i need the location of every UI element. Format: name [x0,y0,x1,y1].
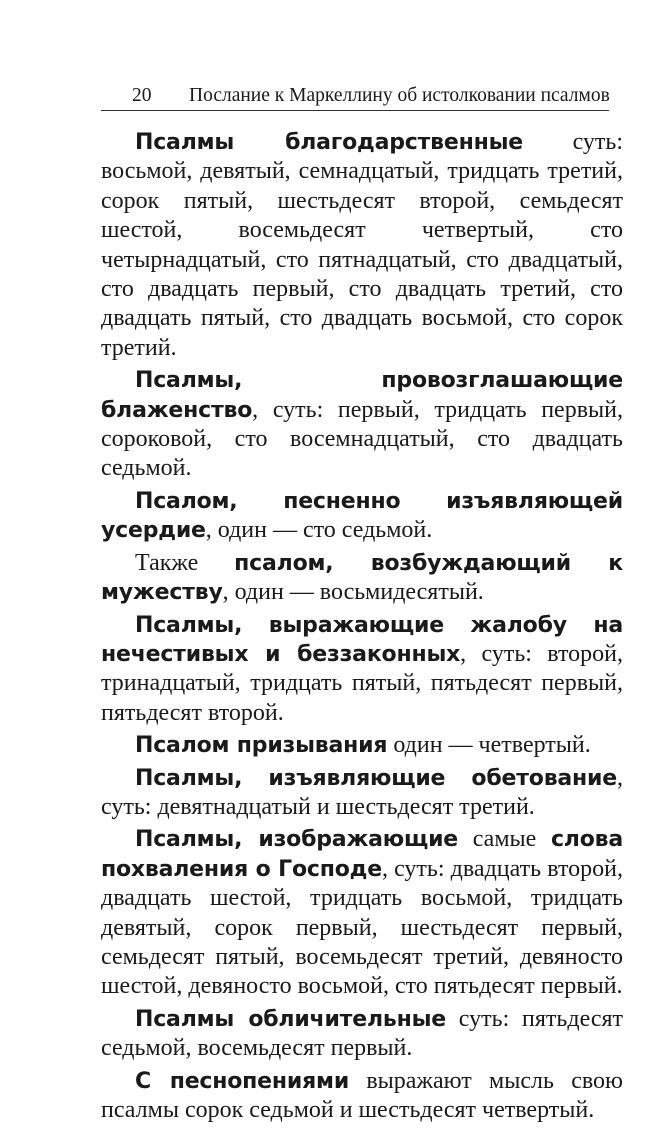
paragraph-praise-psalms [101,825,623,1001]
paragraph-text: , суть: первый, тридцать первый, сороковой, сто восемнадцатый, сто двадцать седьмой. [101,396,623,482]
paragraph-heading: Псалом призывания [135,733,388,759]
running-title: Послание к Маркеллину об истолковании псалмов [189,85,610,106]
paragraph-text: , один — сто седьмой. [205,517,433,544]
paragraph-heading: Псалмы, провозглашающие блаженство [101,368,623,423]
paragraph-heading: Псалмы, выражающие жалобу на нечестивых и беззаконных [101,612,623,667]
paragraph-heading: Псалом, песненно изъявляющей усердие [101,488,623,544]
paragraph-heading-secondary: слова похваления о Господе [101,827,624,882]
paragraph-hymn-psalms [101,1067,623,1126]
paragraph-text: , суть: двадцать второй, двадцать шестой, тридцать восьмой, тридцать девятый, сорок первый, шестьдесят первый, семьдесят пятый, восемьдесят третий, девяносто шестой, девяносто восьмой, сто пятьдесят первый. [101,855,623,1000]
paragraph-heading: псалом, возбуждающий к мужеству [101,550,623,606]
paragraph-rebuke-psalms [101,1005,623,1064]
paragraph-text: , суть: второй, тринадцатый, тридцать пятый, пятьдесят первый, пятьдесят второй. [101,640,623,726]
paragraph-text: один — четвертый. [387,732,591,759]
paragraph-invocation-psalm [101,731,623,760]
paragraph-text: суть: пятьдесят седьмой, восемьдесят первый. [101,1005,623,1062]
paragraph-text: выражают мысль свою псалмы сорок седьмой и шестьдесят четвертый. [101,1067,623,1123]
paragraph-courage-psalm [101,549,623,608]
paragraph-blessedness-psalms [101,366,623,484]
paragraph-heading: Псалмы, изъявляющие обетование [135,765,617,791]
paragraph-text: , один — восьмидесятый. [222,579,484,606]
paragraph-thanksgiving-psalms [101,128,623,363]
paragraph-heading: Псалмы обличительные [135,1006,446,1032]
paragraph-lead-in: Также [135,549,235,576]
paragraph-heading: Псалмы благодарственные [135,130,524,155]
header-rule [101,110,609,111]
paragraph-heading: Псалмы, изображающие [135,827,459,853]
paragraph-complaint-psalms [101,611,623,729]
paragraph-text: суть: восьмой, девятый, семнадцатый, тридцать третий, сорок пятый, шестьдесят второй, семьдесят шестой, восемьдесят четвертый, сто четырнадцатый, сто пятнадцатый, сто двадцатый, сто двадцать первый, сто двадцать третий, сто двадцать пятый, сто двадцать восьмой, сто сорок третий. [101,129,623,361]
paragraph-connector: самые [458,826,551,853]
body-text [101,128,623,1128]
page-number: 20 [132,85,152,106]
paragraph-text: , суть: девятнадцатый и шестьдесят третий. [101,764,623,820]
paragraph-promise-psalms [101,764,623,823]
running-head [101,83,609,109]
paragraph-zeal-psalm [101,487,623,546]
paragraph-heading: С песнопениями [135,1068,350,1094]
